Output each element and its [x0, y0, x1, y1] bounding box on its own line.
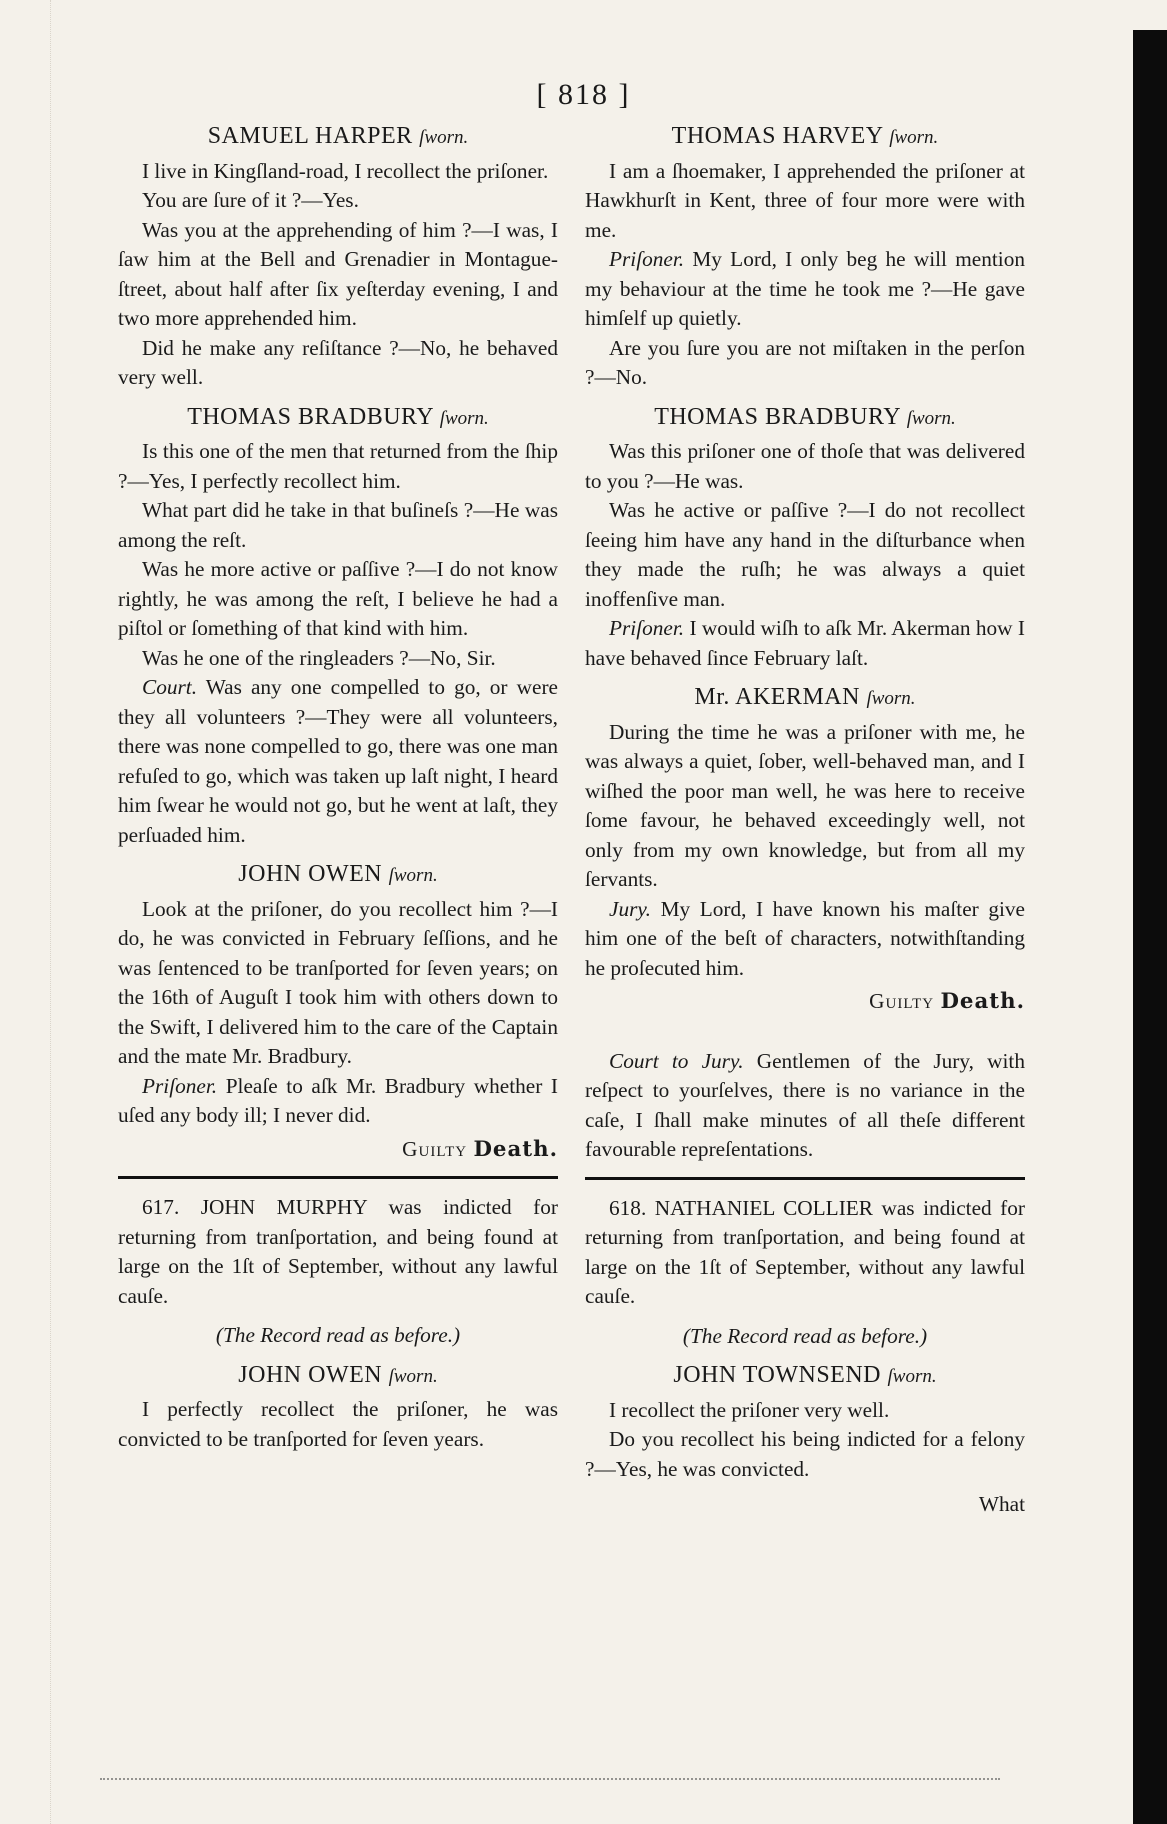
testimony-paragraph: Was he one of the ringleaders ?—No, Sir.	[142, 645, 496, 670]
testimony-paragraph: I am a ſhoemaker, I apprehended the priſoner at Hawkhurſt in Kent, three of four more were with me.	[585, 158, 1025, 242]
witness-name: THOMAS BRADBURY	[654, 403, 901, 430]
scan-noise-bottom	[100, 1778, 1000, 1786]
sworn-label: ſworn.	[439, 407, 489, 429]
case-indictment: 618. NATHANIEL COLLIER was indicted for returning from tranſportation, and being found at large on the 1ſt of September, without any lawful cauſe.	[585, 1195, 1025, 1308]
sworn-label: ſworn.	[887, 1366, 937, 1387]
spacer	[585, 1017, 1025, 1047]
page-number: [ 818 ]	[536, 78, 631, 111]
court-address	[585, 1047, 1025, 1165]
testimony-paragraph: Is this one of the men that returned from the ſhip ?—Yes, I perfectly recollect him.	[118, 439, 558, 493]
record-note: (The Record read as before.)	[215, 1323, 461, 1347]
witness-name: SAMUEL HARPER	[207, 123, 413, 149]
witness-heading	[585, 1361, 1025, 1392]
verdict-label: Guilty	[402, 1136, 468, 1161]
speaker-label: Priſoner.	[142, 1073, 218, 1098]
scan-edge-right	[1133, 30, 1167, 1824]
speech-text: Pleaſe to aſk Mr. Bradbury whether I uſed any body ill; I never did.	[118, 1073, 558, 1127]
sworn-label: ſworn.	[388, 1365, 438, 1387]
right-column	[585, 122, 1025, 1520]
testimony-paragraph: What part did he take in that buſineſs ?—He was among the reſt.	[118, 498, 558, 552]
verdict	[585, 987, 1025, 1017]
testimony-paragraph	[585, 614, 1025, 673]
verdict	[118, 1135, 558, 1165]
section-divider	[585, 1177, 1025, 1180]
testimony-paragraph: Did he make any reſiſtance ?—No, he behaved very well.	[118, 335, 558, 389]
verdict-label: Guilty	[869, 989, 935, 1013]
sworn-label: ſworn.	[889, 127, 939, 148]
speech-text: My Lord, I have known his maſter give him one of the beſt of characters, notwithſtanding he proſecuted him.	[585, 896, 1025, 980]
testimony-paragraph	[118, 1072, 558, 1131]
witness-name: THOMAS HARVEY	[671, 123, 883, 149]
sworn-label: ſworn.	[866, 688, 916, 709]
speech-text: Was any one compelled to go, or were they all volunteers ?—They were all volunteers, there was none compelled to go, there was one man refuſed to go, which was taken up laſt night, I heard him ſwear he would not go, but he went at laſt, they perſuaded him.	[118, 675, 559, 847]
verdict-sentence: Death.	[940, 989, 1025, 1014]
sworn-label: ſworn.	[388, 865, 438, 886]
witness-heading	[585, 683, 1025, 714]
testimony-paragraph: Do you recollect his being indicted for a felony ?—Yes, he was convicted.	[585, 1427, 1025, 1481]
witness-name: THOMAS BRADBURY	[187, 403, 434, 430]
sworn-label: ſworn.	[906, 407, 956, 429]
testimony-paragraph: I perfectly recollect the priſoner, he was convicted to be tranſported for ſeven years.	[118, 1397, 558, 1451]
speaker-label: Court.	[142, 675, 198, 699]
scan-edge-left	[0, 0, 51, 1824]
speaker-label: Court to Jury.	[609, 1048, 744, 1073]
witness-heading	[585, 122, 1025, 153]
witness-heading	[585, 403, 1025, 434]
left-column	[118, 122, 558, 1454]
witness-name: JOHN OWEN	[238, 1361, 383, 1388]
witness-name: Mr. AKERMAN	[694, 684, 860, 710]
catchword: What	[978, 1492, 1025, 1516]
testimony-paragraph: During the time he was a priſoner with me, he was always a quiet, ſober, well-behaved man, and I wiſhed the poor man well, he was here to receive ſome favour, he behaved exceedingly well, not only from my own knowledge, but from all my ſervants.	[585, 719, 1025, 891]
witness-name: JOHN TOWNSEND	[673, 1362, 881, 1388]
section-divider	[118, 1176, 558, 1179]
testimony-paragraph	[585, 895, 1025, 984]
speech-text: Gentlemen of the Jury, with reſpect to yourſelves, there is no variance in the caſe, I ſhall make minutes of all theſe different favourable repreſentations.	[585, 1048, 1026, 1161]
witness-name: JOHN OWEN	[238, 861, 383, 887]
verdict-sentence: Death.	[473, 1136, 558, 1162]
witness-heading	[118, 860, 558, 891]
record-note: (The Record read as before.)	[682, 1323, 928, 1348]
case-indictment: 617. JOHN MURPHY was indicted for returning from tranſportation, and being found at large on the 1ſt of September, without any lawful cauſe.	[118, 1195, 558, 1308]
speech-text: I would wiſh to aſk Mr. Akerman how I have behaved ſince February laſt.	[585, 616, 1025, 670]
witness-heading	[118, 403, 558, 434]
testimony-paragraph: Was he active or paſſive ?—I do not recollect ſeeing him have any hand in the diſturbance when they made the ruſh; he was always a quiet inoffenſive man.	[585, 498, 1025, 611]
testimony-paragraph: I live in Kingſland-road, I recollect the priſoner.	[142, 158, 549, 183]
testimony-paragraph: Was he more active or paſſive ?—I do not know rightly, he was among the reſt, I believe he had a piſtol or ſomething of that kind with him.	[118, 557, 558, 640]
testimony-paragraph	[585, 245, 1025, 334]
witness-heading	[118, 122, 558, 153]
testimony-paragraph: Are you ſure you are not miſtaken in the perſon ?—No.	[585, 335, 1025, 389]
testimony-paragraph	[118, 673, 558, 850]
speaker-label: Priſoner.	[609, 616, 685, 640]
testimony-paragraph: I recollect the priſoner very well.	[609, 1397, 890, 1422]
testimony-paragraph: You are ſure of it ?—Yes.	[142, 188, 359, 212]
witness-heading	[118, 1361, 558, 1392]
speaker-label: Jury.	[609, 896, 651, 921]
sworn-label: ſworn.	[419, 127, 469, 148]
testimony-paragraph: Was this priſoner one of thoſe that was delivered to you ?—He was.	[585, 439, 1025, 493]
testimony-paragraph: Was you at the apprehending of him ?—I was, I ſaw him at the Bell and Grenadier in Montague-ſtreet, about half after ſix yeſterday evening, I and two more apprehended him.	[118, 217, 558, 330]
speech-text: My Lord, I only beg he will mention my behaviour at the time he took me ?—He gave himſelf up quietly.	[585, 247, 1025, 330]
speaker-label: Priſoner.	[609, 247, 685, 271]
testimony-paragraph: Look at the priſoner, do you recollect him ?—I do, he was convicted in February ſeſſions, and he was ſentenced to be tranſported for ſeven years; on the 16th of Auguſt I took him with others down to the Swift, I delivered him to the care of the Captain and the mate Mr. Bradbury.	[118, 896, 558, 1068]
